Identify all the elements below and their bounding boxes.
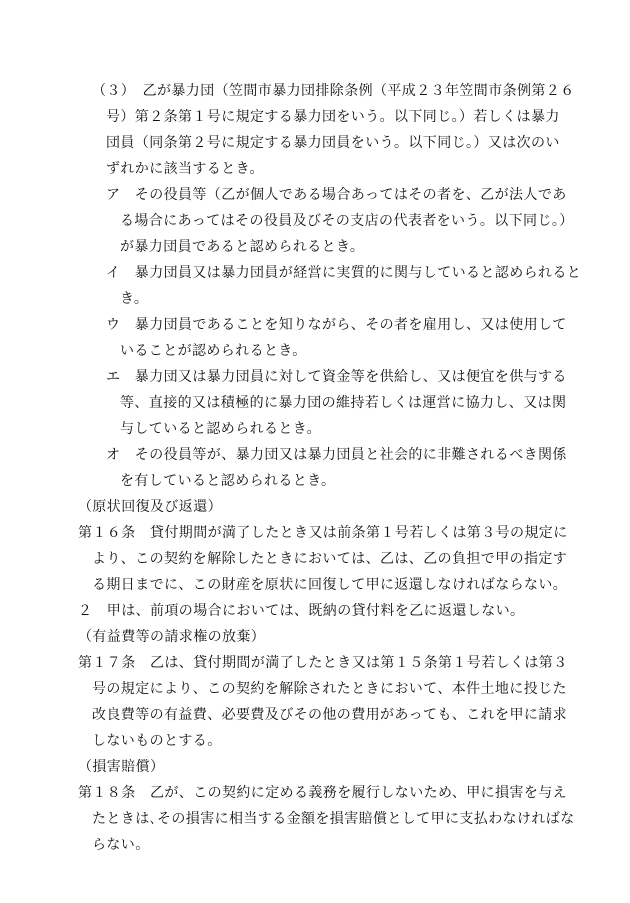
text-line: エ 暴力団又は暴力団員に対して資金等を供給し、又は便宜を供与する [106,369,567,385]
text-line: ア その役員等（乙が個人である場合あってはその者を、乙が法人であ [106,187,567,203]
text-line: 第１８条 乙が、この契約に定める義務を履行しないため、甲に損害を与え [78,785,568,801]
section-heading: （損害賠償） [78,759,165,775]
text-line: 与していると認められるとき。 [120,421,322,437]
text-line: 第１６条 貸付期間が満了したとき又は前条第１号若しくは第３号の規定に [78,525,568,541]
section-heading: （原状回復及び返還） [78,499,222,515]
text-line: る場合にあってはその役員及びその支店の代表者をいう。以下同じ。） [120,213,574,229]
text-line: が暴力団員であると認められるとき。 [120,239,365,255]
text-line: （３） 乙が暴力団（笠間市暴力団排除条例（平成２３年笠間市条例第２６ [92,83,575,99]
text-line: しないものとする。 [92,733,222,749]
text-line: を有していると認められるとき。 [120,473,336,489]
text-line: 号の規定により、この契約を解除されたときにおいて、本件土地に投じた [92,681,567,697]
text-line: 号）第２条第１号に規定する暴力団をいう。以下同じ。）若しくは暴力 [106,109,560,125]
text-line: 等、直接的又は積極的に暴力団の維持若しくは運営に協力し、又は関 [120,395,567,411]
text-line: イ 暴力団員又は暴力団員が経営に実質的に関与していると認められると [106,265,582,281]
text-line: 改良費等の有益費、必要費及びその他の費用があっても、これを甲に請求 [92,707,568,723]
text-line: らない。 [92,837,150,853]
section-heading: （有益費等の請求権の放棄） [78,629,266,645]
text-line: 団員（同条第２号に規定する暴力団員をいう。以下同じ。）又は次のい [106,135,560,151]
text-line: オ その役員等が、暴力団又は暴力団員と社会的に非難されるべき関係 [106,447,567,463]
text-line: いることが認められるとき。 [120,343,307,359]
text-line: き。 [120,291,149,307]
text-line: ２ 甲は、前項の場合においては、既納の貸付料を乙に返還しない。 [78,603,525,619]
text-line: ウ 暴力団員であることを知りながら、その者を雇用し、又は使用して [106,317,567,333]
text-line: より、この契約を解除したときにおいては、乙は、乙の負担で甲の指定す [92,551,568,567]
text-line: る期日までに、この財産を原状に回復して甲に返還しなければならない。 [92,577,568,593]
text-line: たときは､その損害に相当する金額を損害賠償として甲に支払わなければな [92,811,575,827]
text-line: ずれかに該当するとき。 [106,161,264,177]
text-line: 第１７条 乙は、貸付期間が満了したとき又は第１５条第１号若しくは第３ [78,655,568,671]
